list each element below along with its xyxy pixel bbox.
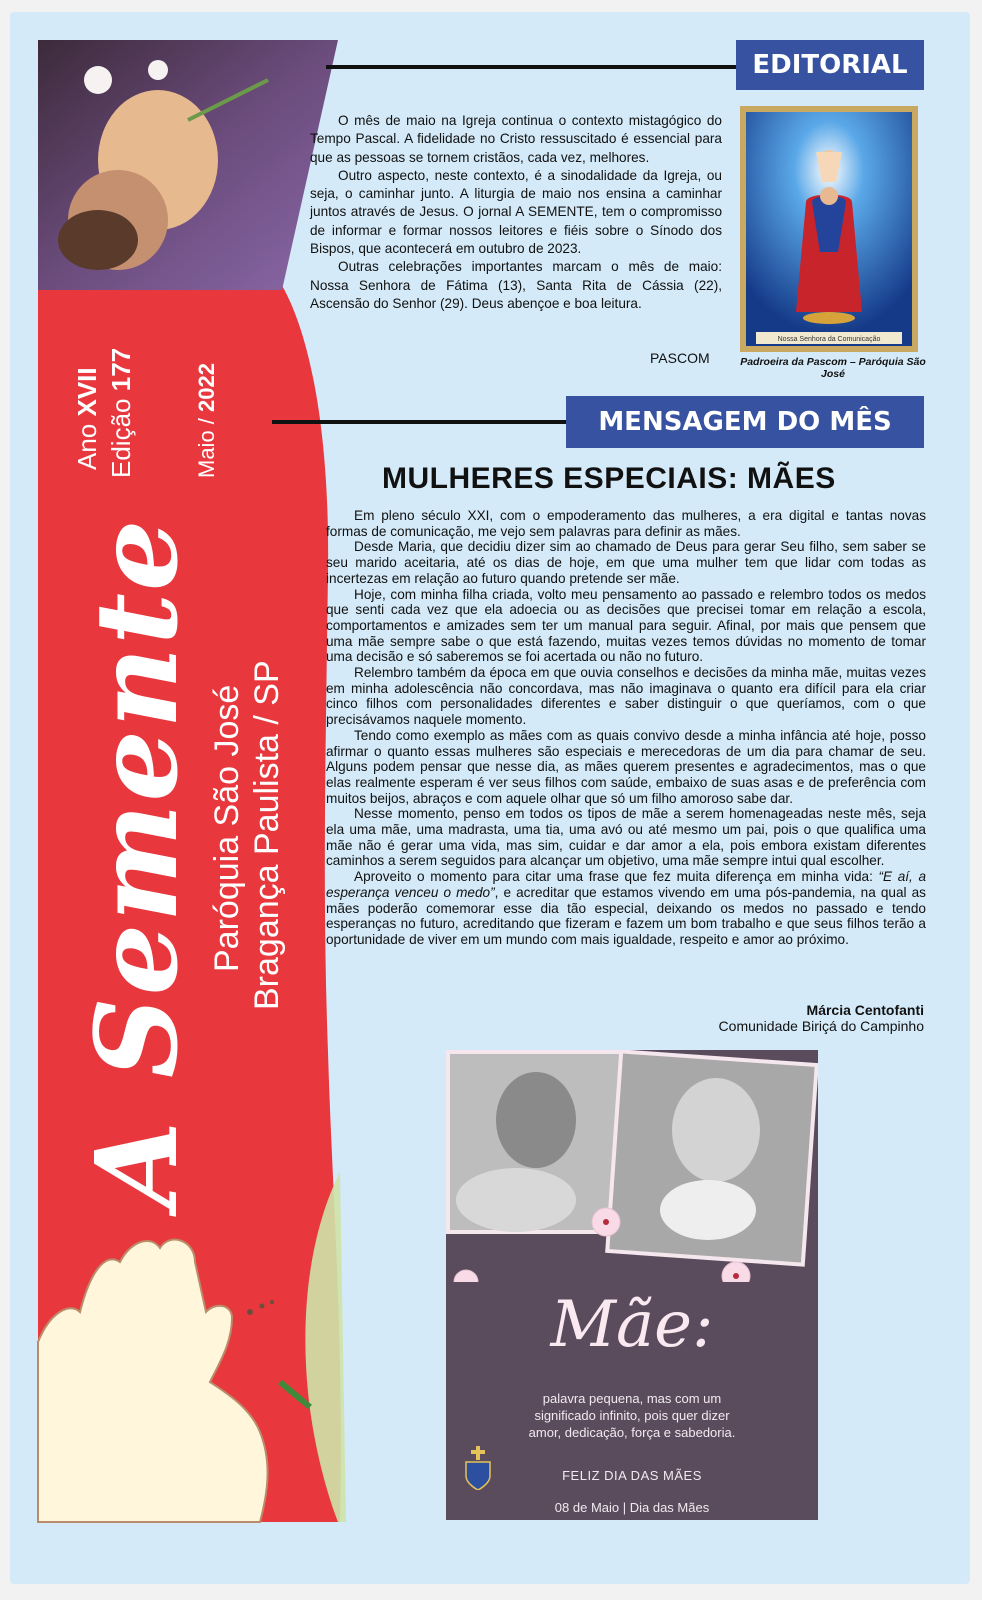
- card-text: [486, 1390, 778, 1441]
- edition-label: [106, 348, 137, 478]
- edition-value: 177: [106, 347, 136, 392]
- final-lead: Aproveito o momento para citar uma frase que fez muita diferença em minha vida:: [354, 869, 873, 885]
- issue-year: 2022: [194, 363, 219, 412]
- editorial-body: [310, 112, 722, 313]
- editorial-paragraph: Outro aspecto, neste contexto, é a sinodalidade da Igreja, ou seja, o caminhar junto. A liturgia de maio nos ensina a caminhar juntos através de Jesus. O jornal A SEMENTE, tem o compromisso de informar e formar nossos leitores e fiéis sobre o Sínodo dos Bispos, que acontecerá em outubro de 2023.: [310, 167, 722, 257]
- card-greeting: FELIZ DIA DAS MÃES: [562, 1468, 702, 1483]
- mensagem-section-tag: MENSAGEM DO MÊS: [566, 396, 924, 448]
- our-lady-image: [740, 106, 918, 352]
- article-paragraph: Em pleno século XXI, com o empoderamento das mulheres, a era digital e tantas novas formas de comunicação, me vejo sem palavras para definir as mães.: [326, 508, 926, 539]
- parish-name: Paróquia São José: [208, 684, 246, 972]
- editorial-signature: PASCOM: [650, 350, 710, 366]
- parish-city: Bragança Paulista / SP: [248, 660, 286, 1010]
- issue-date: Maio / 2022: [194, 363, 219, 478]
- card-date: 08 de Maio | Dia das Mães: [554, 1500, 710, 1515]
- mothers-day-card: [446, 1050, 818, 1520]
- article-title: MULHERES ESPECIAIS: MÃES: [382, 462, 836, 495]
- article-paragraph: Tendo como exemplo as mães com as quais convivo desde a minha infância até hoje, posso afirmar o quanto essas mulheres são especiais e merecedoras de um dia para chamar de seu. Alguns podem pensar que nesse dia, as mães querem presentes e agradecimentos, mas o que elas realmente esperam é ver seus filhos com saúde, embaixo de suas asas e de preferência com muitos beijos, abraços e com aquele olhar que só um filho amoroso sabe dar.: [326, 727, 926, 806]
- year-label: [72, 367, 103, 470]
- editorial-paragraph: Outras celebrações importantes marcam o mês de maio: Nossa Senhora de Fátima (13), Santa Rita de Cássia (22), Ascensão do Senhor (29). Deus abençoe e boa leitura.: [310, 259, 722, 311]
- our-lady-inner-label: Nossa Senhora da Comunicação: [777, 336, 881, 343]
- newspaper-title: A Semente: [72, 517, 203, 1208]
- final-rest: , e acreditar que estamos vivendo em uma pós-pandemia, na qual as mães poderão comemorar esse dia tão especial, deixando os medos no passado e tendo esperanças no futuro, acreditando que fizeram e fazem um bom trabalho e que seus filhos terão a oportunidade de viver em um mundo com mais igualdade, respeito e amor ao próximo.: [326, 884, 926, 947]
- article-community: Comunidade Biriçá do Campinho: [718, 1018, 924, 1034]
- editorial-section-tag: EDITORIAL: [736, 40, 924, 90]
- saint-joseph-photo: [38, 40, 348, 290]
- editorial-rule: [326, 65, 740, 69]
- card-line: amor, dedicação, força e sabedoria.: [528, 1425, 736, 1440]
- article-paragraph: Relembro também da época em que ouvia conselhos e decisões da minha mãe, muitas vezes em minha adolescência não concordava, mas não imaginava o quanto era difícil para ela criar cinco filhos com personalidades diferentes e saber distinguir o que queríamos, com o que precisávamos naquele momento.: [326, 665, 926, 728]
- mother-child-photos: [446, 1050, 818, 1282]
- card-line: significado infinito, pois quer dizer: [534, 1408, 730, 1423]
- article-paragraph: Hoje, com minha filha criada, volto meu pensamento ao passado e relembro todos os medos que senti cada vez que ela adoecia ou as decisões que precisei tomar em relação a escola, comportamentos e amizades sem ter um manual para seguir. Afinal, por mais que pensem que uma mãe sempre sabe o que está fazendo, muitas vezes temos dúvidas no momento de tomar uma decisão e só saberemos se foi acertada ou não no futuro.: [326, 586, 926, 665]
- newspaper-page: [10, 12, 970, 1584]
- article-paragraph-final: [326, 869, 926, 948]
- article-quote: “E aí, a esperança venceu o medo”: [326, 869, 927, 900]
- article-paragraph: Nesse momento, penso em todos os tipos de mãe a serem homenageadas neste mês, seja ela uma mãe, uma madrasta, uma tia, uma avó ou até mesmo um pai, pois o que qualifica uma mãe não é gerar uma vida, mas sim, cuidar e dar amor a ela, pois embora existam diferentes caminhos a serem seguidos para alcançar um objetivo, uma mãe sempre intui qual escolher.: [326, 806, 926, 869]
- article-author: Márcia Centofanti: [806, 1002, 924, 1018]
- article-paragraph: Desde Maria, que decidiu dizer sim ao chamado de Deus para gerar Seu filho, sem saber se seu marido aceitaria, até os dias de hoje, em que uma mulher tem que lidar com todas as incertezas em relação ao futuro quando pretende ser mãe.: [326, 539, 926, 586]
- edition-label-text: Edição: [106, 398, 136, 478]
- card-headline: Mãe:: [550, 1288, 714, 1362]
- year-value: XVII: [72, 367, 102, 417]
- issue-month: Maio: [194, 430, 219, 478]
- article-body: [326, 508, 926, 948]
- our-lady-caption: Padroeira da Pascom – Paróquia São José: [740, 356, 926, 380]
- our-lady-illustration: [746, 112, 912, 346]
- mensagem-rule: [272, 420, 568, 424]
- card-line: palavra pequena, mas com um: [542, 1391, 722, 1406]
- year-label-text: Ano: [72, 423, 102, 470]
- editorial-paragraph: O mês de maio na Igreja continua o contexto mistagógico do Tempo Pascal. A fidelidade no Cristo ressuscitado é essencial para que as pessoas se tornem cristãos, cada vez, melhores.: [310, 113, 722, 165]
